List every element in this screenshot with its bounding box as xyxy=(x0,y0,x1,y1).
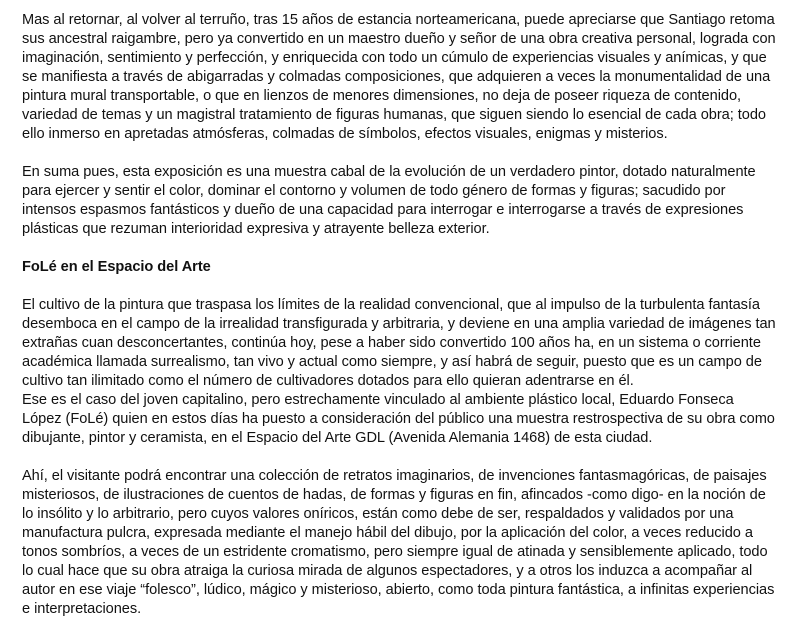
paragraph-return-to-homeland: Mas al retornar, al volver al terruño, tras 15 años de estancia norteamericana, puede apreciarse que Santiago retoma sus ancestral raigambre, pero ya convertido en un maestro dueño y señor de una obra creativa personal, lograda con imaginación, sentimiento y perfección, y enriquecida con todo un cúmulo de experiencias visuales y anímicas, y que se manifiesta a través de abigarradas y colmadas composiciones, que adquieren a veces la monumentalidad de una pintura mural transportable, o que en lienzos de menores dimensiones, no deja de poseer riqueza de contenido, variedad de temas y un magistral tratamiento de figuras humanas, que siguen siendo lo esencial de cada obra; todo ello inmerso en apretadas atmósferas, colmadas de símbolos, efectos visuales, enigmas y misterios. xyxy=(22,12,776,142)
paragraph-surrealism: El cultivo de la pintura que traspasa los límites de la realidad convencional, que al impulso de la turbulenta fantasía desemboca en el campo de la irrealidad transfigurada y arbitraria, y deviene en una amplia variedad de imágenes tan extrañas cuan desconcertantes, continúa hoy, pese a haber sido convertido 100 años ha, en un sistema o corriente académica llamada surrealismo, tan vivo y actual como siempre, y así habrá de seguir, puesto que es un campo de cultivo tan ilimitado como el número de cultivadores dotados para ello quieran adentrarse en él. xyxy=(22,297,776,389)
paragraph-visitor-collection: Ahí, el visitante podrá encontrar una colección de retratos imaginarios, de invenciones fantasmagóricas, de paisajes misteriosos, de ilustraciones de cuentos de hadas, de formas y figuras en fin, afincados -como digo- en la noción de lo insólito y lo arbitrario, pero cuyos valores oníricos, están como debe de ser, respaldados y validados por una manufactura pulcra, expresada mediante el manejo hábil del dibujo, por la aplicación del color, a veces reducido a tonos sombríos, a veces de un estridente cromatismo, pero siempre igual de atinada y sensiblemente aplicado, todo lo cual hace que su obra atraiga la curiosa mirada de algunos espectadores, y a otros los induzca a acompañar al autor en ese viaje “folesco”, lúdico, mágico y misterioso, abierto, como toda pintura fantástica, a infinitas experiencias e interpretaciones. xyxy=(22,468,775,617)
section-heading: FoLé en el Espacio del Arte xyxy=(22,259,211,275)
paragraph-fole-exhibition: Ese es el caso del joven capitalino, pero estrechamente vinculado al ambiente plástico local, Eduardo Fonseca López (FoLé) quien en estos días ha puesto a consideración del público una muestra restrospectiva de su obra como dibujante, pintor y ceramista, en el Espacio del Arte GDL (Avenida Alemania 1468) de esta ciudad. xyxy=(22,392,775,446)
paragraph-exhibition-summary: En suma pues, esta exposición es una muestra cabal de la evolución de un verdadero pintor, dotado naturalmente para ejercer y sentir el color, dominar el contorno y volumen de todo género de formas y figuras; sacudido por intensos espasmos fantásticos y dueño de una capacidad para interrogar e interrogarse a través de expresiones plásticas que rezuman interioridad expresiva y atrayente belleza exterior. xyxy=(22,164,756,237)
